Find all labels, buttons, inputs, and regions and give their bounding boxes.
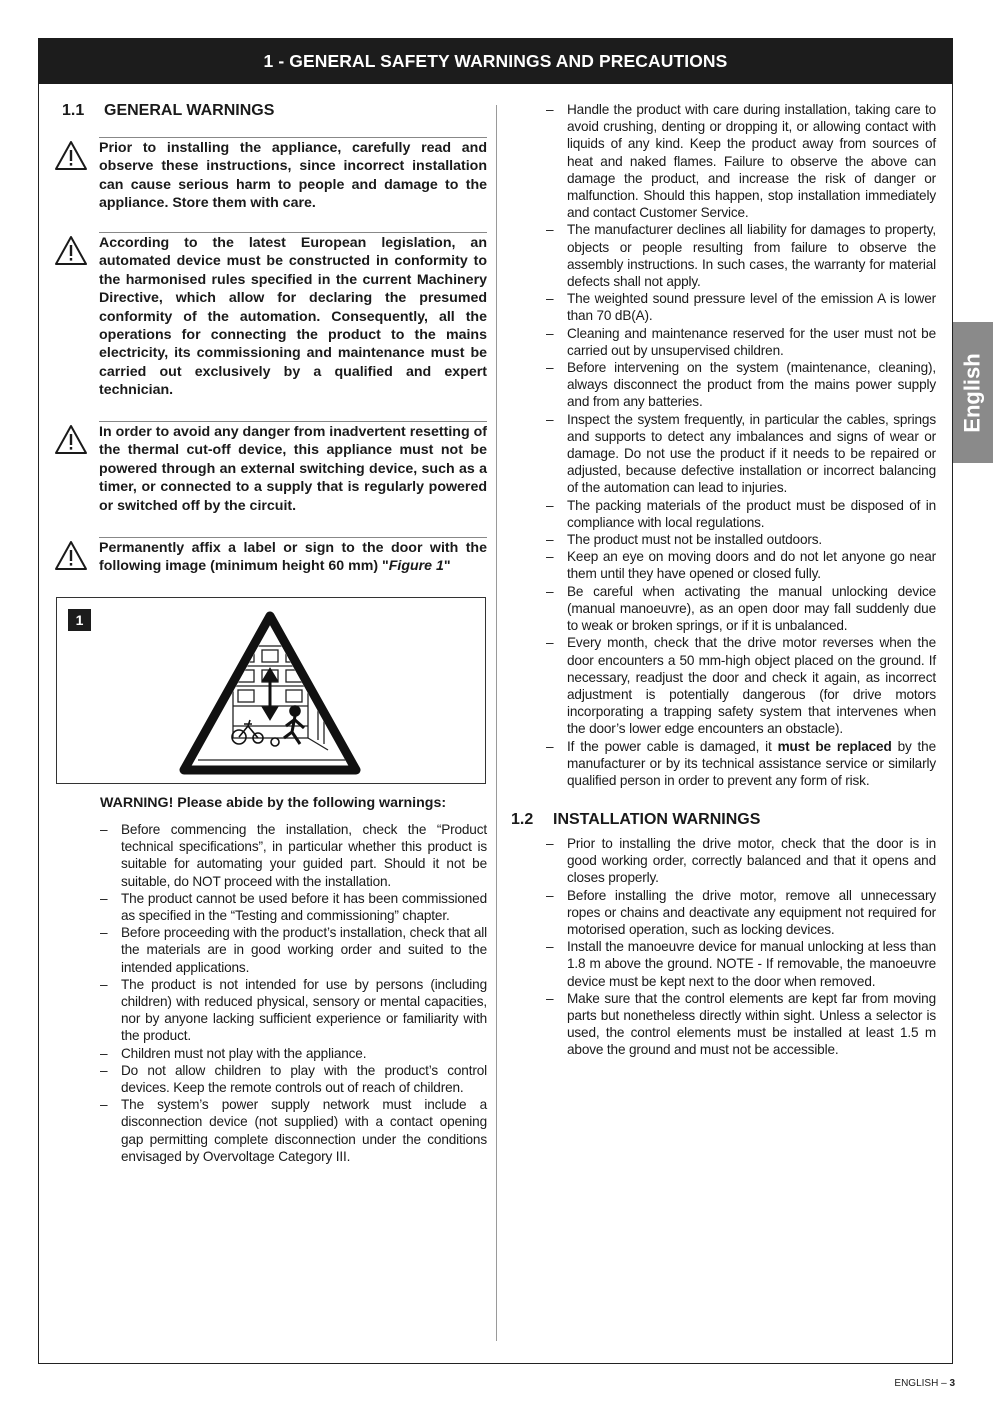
list-item: – Handle the product with care during installation, taking care to avoid crushing, denting or dropping it, or allowing contact with liquids of any kind. Keep the product away from sources of heat and naked flames. Failure to observe the above can damage the product, and increase the risk of danger or malfunction. Should this happen, stop installation immediately and contact Customer Service. [546, 101, 936, 221]
warning-triangle-icon [54, 235, 88, 266]
emphasis-text: must be replaced [777, 738, 892, 754]
page-header [38, 38, 953, 84]
warning-text: Prior to installing the appliance, carefully read and observe these instructions, since incorrect installation can cause serious harm to people and damage to the appliance. Store them with care. [99, 140, 487, 212]
list-item: – Before installing the drive motor, remove all unnecessary ropes or chains and deactivate any equipment not required for motorised operation, such as locking devices. [546, 887, 936, 939]
list-item: – Make sure that the control elements are kept far from moving parts but nonetheless directly within sight. Unless a selector is used, the control elements must be installed at least 1.5 m above the ground and must not be accessible. [546, 990, 936, 1059]
text-span: by the manufacturer or by its technical assistance service or similarly qualified person in order to prevent any form of risk. [567, 738, 937, 788]
list-item: – Do not allow children to play with the product’s control devices. Keep the remote controls out of reach of children. [100, 1062, 487, 1096]
list-item: – Keep an eye on moving doors and do not let anyone go near them until they have opened or closed fully. [546, 548, 936, 582]
warning-block [54, 421, 487, 521]
section-1-1-heading [62, 102, 275, 120]
list-item: – Before commencing the installation, check the “Product technical specifications”, in particular whether this product is suitable for automating your guided part. Should it not be suitable, do NOT proceed with the installation. [100, 821, 487, 890]
installation-warnings-list [546, 835, 936, 1059]
section-number: 1.2 [511, 811, 534, 828]
handling-warnings-list [546, 101, 936, 789]
section-title: GENERAL WARNINGS [104, 102, 275, 119]
list-item: – The system’s power supply network must include a disconnection device (not supplied) with a contact opening gap permitting complete disconnection under the conditions envisaged by Overvoltage Category III. [100, 1096, 487, 1165]
list-item: – The manufacturer declines all liability for damages to property, objects or people resulting from failure to observe the assembly instructions. In such cases, the warranty for material defects shall not apply. [546, 221, 936, 290]
general-warnings-list [100, 821, 487, 1165]
warning-text: According to the latest European legislation, an automated device must be constructed in conformity to the harmonised rules specified in the current Machinery Directive, which allow for declaring the presumed conformity of the automation. Consequently, all the operations for connecting the product to the mains electricity, its commissioning and maintenance must be carried out exclusively by a qualified and expert technician. [99, 235, 487, 399]
warning-block [54, 232, 487, 407]
divider-line [99, 537, 487, 538]
warning-subtitle: WARNING! Please abide by the following warnings: [100, 795, 447, 811]
warning-text: Permanently affix a label or sign to the door with the following image (minimum height 60 mm) "Figure 1" [99, 540, 487, 575]
list-item: – Install the manoeuvre device for manual unlocking at less than 1.8 m above the ground. NOTE - If removable, the manoeuvre device must be kept next to the door when removed. [546, 938, 936, 990]
figure-number: 1 [68, 609, 91, 631]
list-item: – Before intervening on the system (maintenance, cleaning), always disconnect the product from the mains power supply and from any batteries. [546, 359, 936, 411]
section-number: 1.1 [62, 102, 85, 119]
list-item: – Before proceeding with the product’s installation, check that all the materials are in good working order and suited to the intended applications. [100, 924, 487, 976]
section-1-2-heading [511, 811, 761, 829]
figure-1 [56, 597, 486, 784]
list-item: – Be careful when activating the manual unlocking device (manual manoeuvre), as an open door may fall suddenly due to weak or broken springs, or if it is unbalanced. [546, 583, 936, 635]
page-footer [894, 1378, 955, 1389]
column-divider [496, 105, 497, 1341]
warning-triangle-icon [54, 140, 88, 171]
warning-triangle-icon [54, 424, 88, 455]
warning-block [54, 137, 487, 217]
language-tab-label: English [960, 352, 986, 433]
list-item: – The packing materials of the product must be disposed of in compliance with local regulations. [546, 497, 936, 531]
warning-block [54, 537, 487, 582]
divider-line [99, 137, 487, 138]
page-title: 1 - GENERAL SAFETY WARNINGS AND PRECAUTIONS [263, 50, 728, 71]
page-number: 3 [949, 1378, 955, 1389]
footer-label: ENGLISH – [894, 1378, 950, 1389]
divider-line [99, 232, 487, 233]
list-item: – The weighted sound pressure level of the emission A is lower than 70 dB(A). [546, 290, 936, 324]
list-item: – Children must not play with the appliance. [100, 1045, 487, 1062]
language-tab[interactable] [953, 322, 993, 463]
section-title: INSTALLATION WARNINGS [553, 811, 761, 828]
warning-text: In order to avoid any danger from inadvertent resetting of the thermal cut-off device, this appliance must not be powered through an external switching device, such as a timer, or connected to a supply that is regularly powered or switched off by the circuit. [99, 424, 487, 514]
divider-line [99, 421, 487, 422]
list-item: – The product cannot be used before it has been commissioned as specified in the “Testing and commissioning” chapter. [100, 890, 487, 924]
text-span: If the power cable is damaged, it [567, 738, 778, 754]
figure-reference: Figure 1 [388, 558, 444, 575]
door-hazard-sign-image [178, 610, 362, 776]
list-item: – Every month, check that the drive motor reverses when the door encounters a 50 mm-high object placed on the ground. If necessary, readjust the door and check it again, as incorrect adjustment is potentially dangerous (for drive motors incorporating a trapping safety system that intervenes when the door’s lower edge encounters an obstacle). [546, 634, 936, 737]
list-item: – Inspect the system frequently, in particular the cables, springs and supports to detect any imbalances and signs of wear or damage. Do not use the product if it needs to be repaired or adjusted, because defective installation or incorrect balancing of the automation can lead to injuries. [546, 411, 936, 497]
list-item: – The product is not intended for use by persons (including children) with reduced physical, sensory or mental capacities, nor by anyone lacking sufficient experience or familiarity with the product. [100, 976, 487, 1045]
warning-triangle-icon [54, 540, 88, 571]
list-item: – Cleaning and maintenance reserved for the user must not be carried out by unsupervised children. [546, 325, 936, 359]
list-item [546, 738, 936, 790]
list-item: – Prior to installing the drive motor, check that the door is in good working order, correctly balanced and that it opens and closes properly. [546, 835, 936, 887]
list-item: – The product must not be installed outdoors. [546, 531, 936, 548]
